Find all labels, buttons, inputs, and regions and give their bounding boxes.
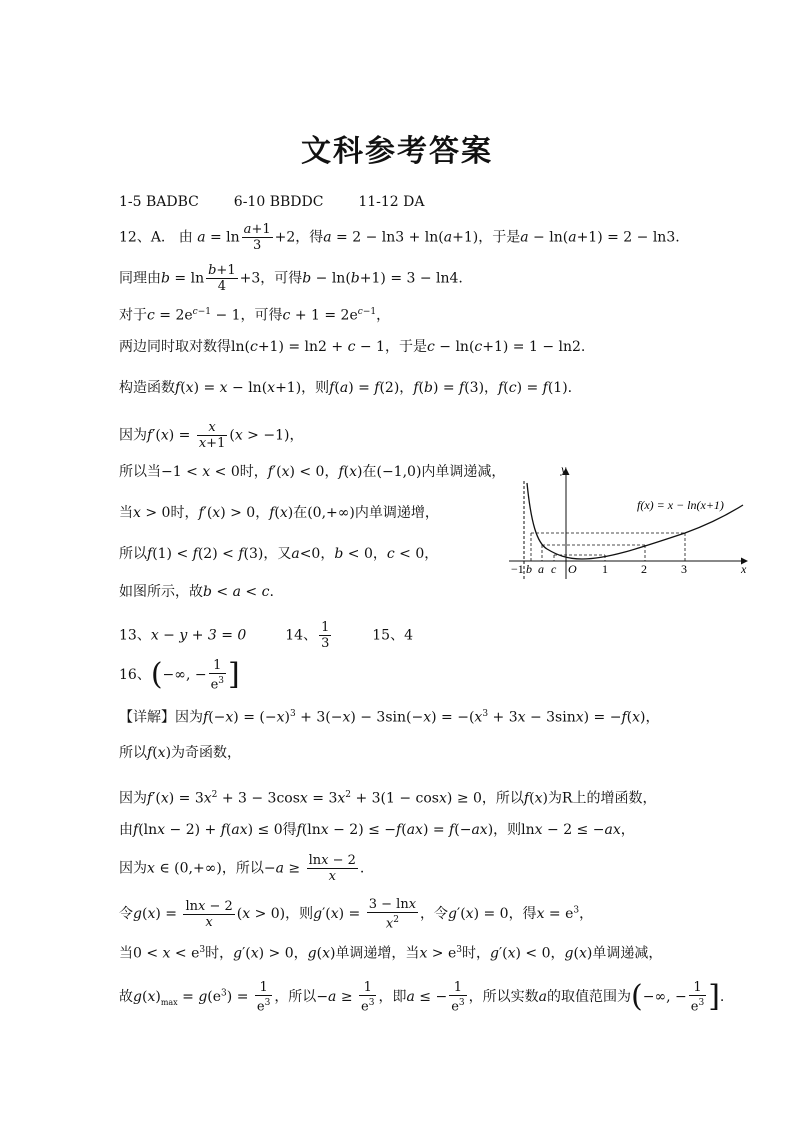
q12-line-2: 同理由b = ln $\frac{b+1}{4}$ +3，可得b − ln(b+1) = 3 − ln4. — [119, 263, 463, 294]
detail-line-4: 由f(lnx − 2) + f(ax) ≤ 0得f(lnx − 2) ≤ −f(ax) = f(−ax)，则lnx − 2 ≤ −ax， — [119, 822, 635, 838]
detail-line-2: 所以f(x)为奇函数， — [119, 745, 242, 761]
detail-line-3: 因为$f'(x) = 3x^2 + 3 - 3\cos x = 3x^2 + 3(1 - \cos x) \ge 0$，所以f(x)为R上的增函数， — [119, 790, 657, 807]
detail-line-1: 【详解】因为$f(-x) = (-x)^3 + 3(-x) - 3\sin(-x) = -(x^3 + 3x - 3\sin x) = -f(x)$， — [119, 709, 660, 726]
x-label: x — [741, 562, 747, 576]
curve-label: f(x) = x − ln(x+1) — [637, 498, 724, 512]
q12-line-3: 对于$c = 2e^{c-1} - 1$，可得$c + 1 = 2e^{c-1}$， — [119, 307, 391, 324]
tick-3: 3 — [681, 562, 687, 576]
curve — [527, 483, 743, 559]
answers-1-5: 1-5 BADBC — [119, 194, 199, 210]
choice-answers — [119, 192, 425, 212]
tick-neg1: −1 — [511, 562, 524, 576]
y-label: y — [561, 463, 567, 476]
tick-a: a — [538, 562, 544, 576]
q12-line-9: 所以f(1) < f(2) < f(3)，又a<0，b < 0，c < 0， — [119, 546, 439, 562]
detail-line-6: 令g(x) = $\frac{\ln x - 2}{x}$ (x > 0)，则g′(x) = $\frac{3 - \ln x}{x^2}$ ，令g′(x) = 0，得$x = e^3$， — [119, 897, 594, 932]
tick-2: 2 — [641, 562, 647, 576]
q16-line: 16、(−∞, − $\frac{1}{e^3}$ ] — [119, 657, 240, 693]
q12-line-6: 因为f′(x) = $\frac{x}{x+1}$ (x > −1)， — [119, 420, 304, 451]
function-graph — [507, 463, 753, 583]
q12-line-1: 12、A. 由 a = ln $\frac{a+1}{3}$ +2，得a = 2 − ln3 + ln(a+1)，于是a − ln(a+1) = 2 − ln3. — [119, 222, 680, 253]
page-title: 文科参考答案 — [301, 134, 493, 169]
tick-origin: O — [568, 562, 577, 576]
fill-answers: 13、x − y + 3 = 0 14、 $\frac{1}{3}$ 15、4 — [119, 620, 414, 651]
q14-answer: $\frac{1}{3}$ — [321, 620, 330, 651]
q12-line-7: 所以当−1 < x < 0时，f′(x) < 0，f(x)在(−1,0)内单调递减， — [119, 464, 506, 480]
q12-line-10: 如图所示，故b < a < c. — [119, 584, 274, 600]
answers-11-12: 11-12 DA — [358, 194, 425, 210]
q12-line-4: 两边同时取对数得ln(c+1) = ln2 + c − 1，于是c − ln(c+1) = 1 − ln2. — [119, 339, 586, 355]
q12-line-8: 当x > 0时，f′(x) > 0，f(x)在(0,+∞)内单调递增， — [119, 505, 439, 521]
q13-answer: x − y + 3 = 0 — [150, 627, 247, 644]
answers-6-10: 6-10 BBDDC — [233, 194, 324, 210]
q12-line-5: 构造函数f(x) = x − ln(x+1)，则f(a) = f(2)，f(b) = f(3)，f(c) = f(1). — [119, 380, 573, 396]
q15-answer: 4 — [404, 627, 414, 644]
detail-line-7: 当$0 < x < e^3$时，g′(x) > 0，g(x)单调递增，当$x > e^3$时，g′(x) < 0，g(x)单调递减， — [119, 945, 663, 962]
detail-line-5: 因为x ∈ (0,+∞)，所以−a ≥ $\frac{\ln x - 2}{x}$ . — [119, 853, 365, 884]
tick-b: b — [526, 562, 532, 576]
tick-1: 1 — [602, 562, 608, 576]
detail-line-8: 故$g(x)_{max} = g(e^3)$ = $\frac{1}{e^3}$ ，所以−a ≥ $\frac{1}{e^3}$ ，即a ≤ − $\frac{1}{e^3}$ ，所以实数a的取值范围为(−∞, − $\frac{1}{e^3}$ ]. — [119, 979, 725, 1015]
tick-c: c — [551, 562, 557, 576]
